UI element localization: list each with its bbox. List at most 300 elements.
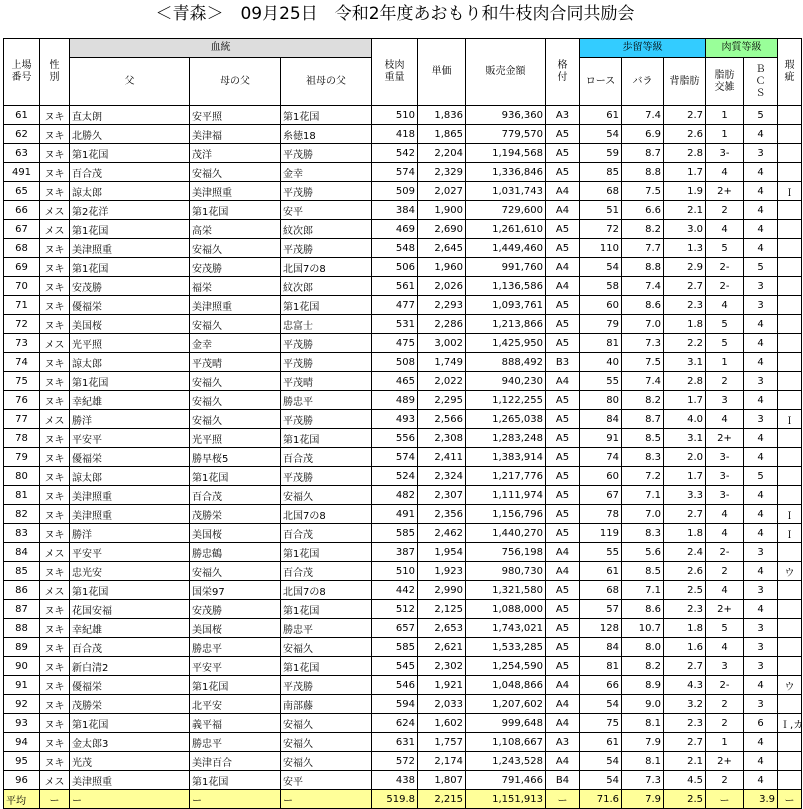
cell-bcs: 4 xyxy=(744,334,778,353)
avg-rib: 7.9 xyxy=(622,790,664,809)
cell-loin: 55 xyxy=(580,543,622,562)
header-sire: 父 xyxy=(70,58,190,106)
cell-sire: 美津照重 xyxy=(70,486,190,505)
cell-sex: ヌキ xyxy=(40,353,70,372)
cell-marbling: 4 xyxy=(706,410,744,429)
cell-sire: 優福栄 xyxy=(70,296,190,315)
cell-weight: 657 xyxy=(372,619,418,638)
cell-lot-number: 86 xyxy=(4,581,40,600)
avg-bcs: 3.9 xyxy=(744,790,778,809)
carcass-results-table xyxy=(3,38,802,809)
cell-bcs: 3 xyxy=(744,638,778,657)
cell-grade: B3 xyxy=(546,353,580,372)
table-row xyxy=(4,467,802,486)
cell-defect xyxy=(778,334,802,353)
cell-sales: 1,283,248 xyxy=(466,429,546,448)
cell-lot-number: 73 xyxy=(4,334,40,353)
cell-rib: 7.7 xyxy=(622,239,664,258)
cell-bcs: 3 xyxy=(744,695,778,714)
cell-grade: A4 xyxy=(546,372,580,391)
header-unit-price: 単価 xyxy=(418,39,466,106)
cell-weight: 493 xyxy=(372,410,418,429)
cell-unit-price: 2,653 xyxy=(418,619,466,638)
cell-unit-price: 2,174 xyxy=(418,752,466,771)
cell-grand-dam-sire: 平茂勝 xyxy=(281,353,372,372)
cell-marbling: 5 xyxy=(706,239,744,258)
table-row xyxy=(4,657,802,676)
cell-weight: 561 xyxy=(372,277,418,296)
cell-rib: 8.2 xyxy=(622,220,664,239)
cell-sex: ヌキ xyxy=(40,277,70,296)
cell-grade: A5 xyxy=(546,391,580,410)
cell-grand-dam-sire: 百合茂 xyxy=(281,562,372,581)
cell-rib: 7.4 xyxy=(622,372,664,391)
cell-bcs: 4 xyxy=(744,315,778,334)
cell-fat: 1.6 xyxy=(664,638,706,657)
cell-grand-dam-sire: 平茂勝 xyxy=(281,410,372,429)
cell-lot-number: 94 xyxy=(4,733,40,752)
cell-sales: 779,570 xyxy=(466,125,546,144)
cell-sales: 1,108,667 xyxy=(466,733,546,752)
cell-rib: 7.9 xyxy=(622,733,664,752)
cell-sex: メス xyxy=(40,771,70,790)
cell-loin: 68 xyxy=(580,581,622,600)
cell-grade: A3 xyxy=(546,733,580,752)
cell-lot-number: 88 xyxy=(4,619,40,638)
cell-dam-sire: 平安平 xyxy=(190,657,281,676)
cell-grand-dam-sire: 忠富士 xyxy=(281,315,372,334)
page-title: ＜青森＞ 09月25日 令和2年度あおもり和牛枝肉合同共励会 xyxy=(155,4,635,24)
cell-dam-sire: 百合茂 xyxy=(190,486,281,505)
cell-lot-number: 78 xyxy=(4,429,40,448)
cell-fat: 3.1 xyxy=(664,353,706,372)
cell-sex: ヌキ xyxy=(40,600,70,619)
cell-sire: 第2花洋 xyxy=(70,201,190,220)
cell-marbling: 5 xyxy=(706,334,744,353)
cell-grade: A5 xyxy=(546,429,580,448)
cell-rib: 8.9 xyxy=(622,676,664,695)
cell-sire: 美津照重 xyxy=(70,771,190,790)
cell-weight: 418 xyxy=(372,125,418,144)
cell-defect: ウ xyxy=(778,562,802,581)
cell-sex: ヌキ xyxy=(40,391,70,410)
cell-fat: 1.3 xyxy=(664,239,706,258)
cell-loin: 75 xyxy=(580,714,622,733)
cell-loin: 57 xyxy=(580,600,622,619)
cell-dam-sire: 美津照重 xyxy=(190,296,281,315)
cell-sales: 999,648 xyxy=(466,714,546,733)
table-row xyxy=(4,619,802,638)
cell-grade: A5 xyxy=(546,657,580,676)
cell-marbling: 2 xyxy=(706,372,744,391)
cell-grade: A4 xyxy=(546,695,580,714)
cell-dam-sire: 美津百合 xyxy=(190,752,281,771)
cell-loin: 58 xyxy=(580,277,622,296)
table-row xyxy=(4,714,802,733)
cell-unit-price: 2,462 xyxy=(418,524,466,543)
cell-rib: 7.5 xyxy=(622,182,664,201)
cell-rib: 8.2 xyxy=(622,391,664,410)
cell-bcs: 4 xyxy=(744,562,778,581)
cell-grade: A4 xyxy=(546,676,580,695)
cell-lot-number: 67 xyxy=(4,220,40,239)
cell-sex: ヌキ xyxy=(40,239,70,258)
cell-lot-number: 89 xyxy=(4,638,40,657)
cell-bcs: 4 xyxy=(744,771,778,790)
cell-unit-price: 2,566 xyxy=(418,410,466,429)
cell-marbling: 4 xyxy=(706,220,744,239)
cell-bcs: 4 xyxy=(744,391,778,410)
cell-fat: 3.3 xyxy=(664,486,706,505)
cell-sales: 1,261,610 xyxy=(466,220,546,239)
cell-weight: 524 xyxy=(372,467,418,486)
cell-bcs: 4 xyxy=(744,201,778,220)
header-defect: 瑕 疵 xyxy=(778,39,802,106)
cell-unit-price: 1,757 xyxy=(418,733,466,752)
table-row xyxy=(4,638,802,657)
table-row xyxy=(4,125,802,144)
cell-loin: 67 xyxy=(580,486,622,505)
cell-sire: 諒太郎 xyxy=(70,467,190,486)
cell-grand-dam-sire: 百合茂 xyxy=(281,448,372,467)
cell-fat: 3.2 xyxy=(664,695,706,714)
cell-bcs: 3 xyxy=(744,581,778,600)
cell-weight: 469 xyxy=(372,220,418,239)
cell-grade: A5 xyxy=(546,448,580,467)
cell-sire: 茂勝栄 xyxy=(70,695,190,714)
cell-marbling: 2 xyxy=(706,714,744,733)
avg-sales: 1,151,913 xyxy=(466,790,546,809)
cell-unit-price: 1,602 xyxy=(418,714,466,733)
cell-loin: 74 xyxy=(580,448,622,467)
cell-grade: A4 xyxy=(546,277,580,296)
cell-loin: 60 xyxy=(580,467,622,486)
table-row xyxy=(4,182,802,201)
cell-defect xyxy=(778,296,802,315)
cell-bcs: 4 xyxy=(744,125,778,144)
cell-sire: 光平照 xyxy=(70,334,190,353)
cell-rib: 8.8 xyxy=(622,163,664,182)
cell-loin: 40 xyxy=(580,353,622,372)
cell-rib: 7.3 xyxy=(622,771,664,790)
cell-lot-number: 96 xyxy=(4,771,40,790)
cell-sex: ヌキ xyxy=(40,619,70,638)
cell-sex: ヌキ xyxy=(40,467,70,486)
cell-sales: 1,533,285 xyxy=(466,638,546,657)
cell-defect xyxy=(778,581,802,600)
cell-loin: 66 xyxy=(580,676,622,695)
table-row xyxy=(4,220,802,239)
cell-lot-number: 75 xyxy=(4,372,40,391)
table-row xyxy=(4,448,802,467)
avg-label: 平均 xyxy=(4,790,40,809)
cell-rib: 8.7 xyxy=(622,410,664,429)
cell-lot-number: 93 xyxy=(4,714,40,733)
cell-loin: 91 xyxy=(580,429,622,448)
cell-bcs: 4 xyxy=(744,353,778,372)
cell-sex: ヌキ xyxy=(40,657,70,676)
cell-defect xyxy=(778,657,802,676)
cell-fat: 2.7 xyxy=(664,106,706,125)
cell-defect: Ｉ,カ xyxy=(778,714,802,733)
cell-unit-price: 2,645 xyxy=(418,239,466,258)
cell-sales: 1,243,528 xyxy=(466,752,546,771)
table-row xyxy=(4,581,802,600)
cell-defect xyxy=(778,239,802,258)
cell-sales: 980,730 xyxy=(466,562,546,581)
cell-lot-number: 72 xyxy=(4,315,40,334)
table-row xyxy=(4,771,802,790)
cell-grade: A5 xyxy=(546,467,580,486)
cell-rib: 9.0 xyxy=(622,695,664,714)
cell-grand-dam-sire: 平茂勝 xyxy=(281,239,372,258)
cell-fat: 2.0 xyxy=(664,448,706,467)
cell-rib: 7.1 xyxy=(622,486,664,505)
cell-lot-number: 65 xyxy=(4,182,40,201)
cell-bcs: 4 xyxy=(744,733,778,752)
cell-sex: ヌキ xyxy=(40,752,70,771)
cell-grand-dam-sire: 北国7の8 xyxy=(281,505,372,524)
cell-bcs: 4 xyxy=(744,600,778,619)
cell-sex: ヌキ xyxy=(40,505,70,524)
table-row xyxy=(4,334,802,353)
cell-grand-dam-sire: 第1花国 xyxy=(281,106,372,125)
cell-bcs: 4 xyxy=(744,220,778,239)
cell-lot-number: 74 xyxy=(4,353,40,372)
cell-dam-sire: 茂勝栄 xyxy=(190,505,281,524)
cell-bcs: 3 xyxy=(744,657,778,676)
cell-dam-sire: 安福久 xyxy=(190,315,281,334)
cell-dam-sire: 国栄97 xyxy=(190,581,281,600)
cell-grand-dam-sire: 安福久 xyxy=(281,486,372,505)
cell-sire: 優福栄 xyxy=(70,448,190,467)
cell-lot-number: 91 xyxy=(4,676,40,695)
cell-fat: 1.8 xyxy=(664,524,706,543)
cell-sales: 936,360 xyxy=(466,106,546,125)
table-row xyxy=(4,296,802,315)
cell-lot-number: 92 xyxy=(4,695,40,714)
cell-sire: 百合茂 xyxy=(70,163,190,182)
avg-dash-sire: ー xyxy=(70,790,190,809)
table-row xyxy=(4,315,802,334)
cell-sex: ヌキ xyxy=(40,182,70,201)
header-grand-dam-sire: 祖母の父 xyxy=(281,58,372,106)
cell-grand-dam-sire: 安福久 xyxy=(281,714,372,733)
cell-lot-number: 80 xyxy=(4,467,40,486)
header-weight: 枝肉 重量 xyxy=(372,39,418,106)
cell-marbling: 4 xyxy=(706,638,744,657)
cell-bcs: 3 xyxy=(744,619,778,638)
cell-sex: ヌキ xyxy=(40,372,70,391)
cell-weight: 631 xyxy=(372,733,418,752)
cell-grand-dam-sire: 平茂勝 xyxy=(281,676,372,695)
cell-grand-dam-sire: 糸徳18 xyxy=(281,125,372,144)
cell-weight: 442 xyxy=(372,581,418,600)
cell-bcs: 6 xyxy=(744,714,778,733)
table-row xyxy=(4,733,802,752)
cell-grand-dam-sire: 紋次郎 xyxy=(281,277,372,296)
cell-fat: 1.7 xyxy=(664,391,706,410)
avg-fat: 2.5 xyxy=(664,790,706,809)
cell-marbling: 2- xyxy=(706,676,744,695)
cell-rib: 8.8 xyxy=(622,258,664,277)
cell-unit-price: 2,204 xyxy=(418,144,466,163)
avg-unit-price: 2,215 xyxy=(418,790,466,809)
cell-fat: 2.7 xyxy=(664,277,706,296)
cell-grade: A5 xyxy=(546,524,580,543)
cell-bcs: 5 xyxy=(744,258,778,277)
cell-unit-price: 2,990 xyxy=(418,581,466,600)
cell-bcs: 3 xyxy=(744,296,778,315)
cell-unit-price: 1,921 xyxy=(418,676,466,695)
cell-grade: A5 xyxy=(546,220,580,239)
cell-bcs: 4 xyxy=(744,524,778,543)
cell-grade: A5 xyxy=(546,600,580,619)
cell-defect xyxy=(778,125,802,144)
cell-dam-sire: 勝忠平 xyxy=(190,638,281,657)
cell-marbling: 3 xyxy=(706,657,744,676)
table-row xyxy=(4,562,802,581)
table-row xyxy=(4,239,802,258)
cell-rib: 7.1 xyxy=(622,581,664,600)
cell-grade: A4 xyxy=(546,182,580,201)
table-row xyxy=(4,372,802,391)
cell-dam-sire: 安福久 xyxy=(190,562,281,581)
cell-rib: 8.5 xyxy=(622,429,664,448)
cell-sales: 791,466 xyxy=(466,771,546,790)
cell-sex: ヌキ xyxy=(40,296,70,315)
cell-weight: 556 xyxy=(372,429,418,448)
cell-weight: 545 xyxy=(372,657,418,676)
cell-defect xyxy=(778,106,802,125)
cell-weight: 548 xyxy=(372,239,418,258)
cell-marbling: 2 xyxy=(706,771,744,790)
cell-dam-sire: 福栄 xyxy=(190,277,281,296)
cell-grand-dam-sire: 平茂晴 xyxy=(281,372,372,391)
cell-grand-dam-sire: 第1花国 xyxy=(281,543,372,562)
cell-sales: 1,093,761 xyxy=(466,296,546,315)
cell-fat: 2.6 xyxy=(664,125,706,144)
cell-loin: 51 xyxy=(580,201,622,220)
cell-defect xyxy=(778,258,802,277)
cell-marbling: 2+ xyxy=(706,429,744,448)
header-lot-number: 上場 番号 xyxy=(4,39,40,106)
cell-dam-sire: 茂洋 xyxy=(190,144,281,163)
cell-weight: 572 xyxy=(372,752,418,771)
avg-dash-grade: ー xyxy=(546,790,580,809)
average-row xyxy=(4,790,802,809)
cell-sex: ヌキ xyxy=(40,714,70,733)
cell-unit-price: 2,690 xyxy=(418,220,466,239)
cell-dam-sire: 美津福 xyxy=(190,125,281,144)
cell-grand-dam-sire: 第1花国 xyxy=(281,657,372,676)
cell-sire: 美津照重 xyxy=(70,239,190,258)
cell-loin: 84 xyxy=(580,410,622,429)
cell-defect xyxy=(778,695,802,714)
cell-sales: 888,492 xyxy=(466,353,546,372)
cell-lot-number: 68 xyxy=(4,239,40,258)
cell-rib: 8.2 xyxy=(622,657,664,676)
cell-fat: 2.7 xyxy=(664,657,706,676)
cell-rib: 6.6 xyxy=(622,201,664,220)
cell-unit-price: 2,022 xyxy=(418,372,466,391)
cell-marbling: 4 xyxy=(706,581,744,600)
cell-weight: 489 xyxy=(372,391,418,410)
cell-sales: 1,111,974 xyxy=(466,486,546,505)
cell-sex: ヌキ xyxy=(40,125,70,144)
cell-unit-price: 1,900 xyxy=(418,201,466,220)
cell-fat: 2.3 xyxy=(664,714,706,733)
cell-sire: 幸紀雄 xyxy=(70,391,190,410)
cell-unit-price: 2,356 xyxy=(418,505,466,524)
cell-loin: 55 xyxy=(580,372,622,391)
cell-unit-price: 2,286 xyxy=(418,315,466,334)
cell-sire: 百合茂 xyxy=(70,638,190,657)
cell-sales: 1,122,255 xyxy=(466,391,546,410)
cell-lot-number: 84 xyxy=(4,543,40,562)
cell-bcs: 4 xyxy=(744,163,778,182)
cell-unit-price: 2,295 xyxy=(418,391,466,410)
table-row xyxy=(4,543,802,562)
cell-sales: 940,230 xyxy=(466,372,546,391)
cell-dam-sire: 北平安 xyxy=(190,695,281,714)
cell-dam-sire: 第1花国 xyxy=(190,676,281,695)
cell-lot-number: 77 xyxy=(4,410,40,429)
cell-dam-sire: 勝忠鶴 xyxy=(190,543,281,562)
cell-fat: 3.0 xyxy=(664,220,706,239)
cell-bcs: 5 xyxy=(744,467,778,486)
cell-marbling: 2- xyxy=(706,543,744,562)
cell-rib: 10.7 xyxy=(622,619,664,638)
header-marbling: 脂肪 交雑 xyxy=(706,58,744,106)
cell-grade: A5 xyxy=(546,334,580,353)
cell-rib: 6.9 xyxy=(622,125,664,144)
cell-dam-sire: 安福久 xyxy=(190,391,281,410)
cell-grade: A5 xyxy=(546,505,580,524)
cell-bcs: 4 xyxy=(744,448,778,467)
cell-grand-dam-sire: 平茂勝 xyxy=(281,144,372,163)
cell-sales: 1,336,846 xyxy=(466,163,546,182)
cell-defect xyxy=(778,619,802,638)
cell-fat: 3.1 xyxy=(664,429,706,448)
cell-rib: 8.3 xyxy=(622,524,664,543)
cell-marbling: 5 xyxy=(706,315,744,334)
cell-grand-dam-sire: 安福久 xyxy=(281,752,372,771)
cell-bcs: 4 xyxy=(744,752,778,771)
cell-unit-price: 2,307 xyxy=(418,486,466,505)
cell-sire: 第1花国 xyxy=(70,144,190,163)
cell-loin: 85 xyxy=(580,163,622,182)
cell-sire: 諒太郎 xyxy=(70,353,190,372)
cell-lot-number: 69 xyxy=(4,258,40,277)
cell-sales: 1,136,586 xyxy=(466,277,546,296)
cell-weight: 574 xyxy=(372,448,418,467)
cell-defect: ウ xyxy=(778,676,802,695)
cell-marbling: 2+ xyxy=(706,182,744,201)
cell-grade: A4 xyxy=(546,201,580,220)
cell-loin: 54 xyxy=(580,752,622,771)
cell-unit-price: 2,027 xyxy=(418,182,466,201)
cell-defect xyxy=(778,543,802,562)
cell-loin: 81 xyxy=(580,657,622,676)
cell-dam-sire: 安福久 xyxy=(190,239,281,258)
cell-bcs: 4 xyxy=(744,429,778,448)
cell-unit-price: 1,749 xyxy=(418,353,466,372)
header-dam-sire: 母の父 xyxy=(190,58,281,106)
cell-sire: 北勝久 xyxy=(70,125,190,144)
cell-sales: 1,217,776 xyxy=(466,467,546,486)
cell-sire: 第1花国 xyxy=(70,220,190,239)
